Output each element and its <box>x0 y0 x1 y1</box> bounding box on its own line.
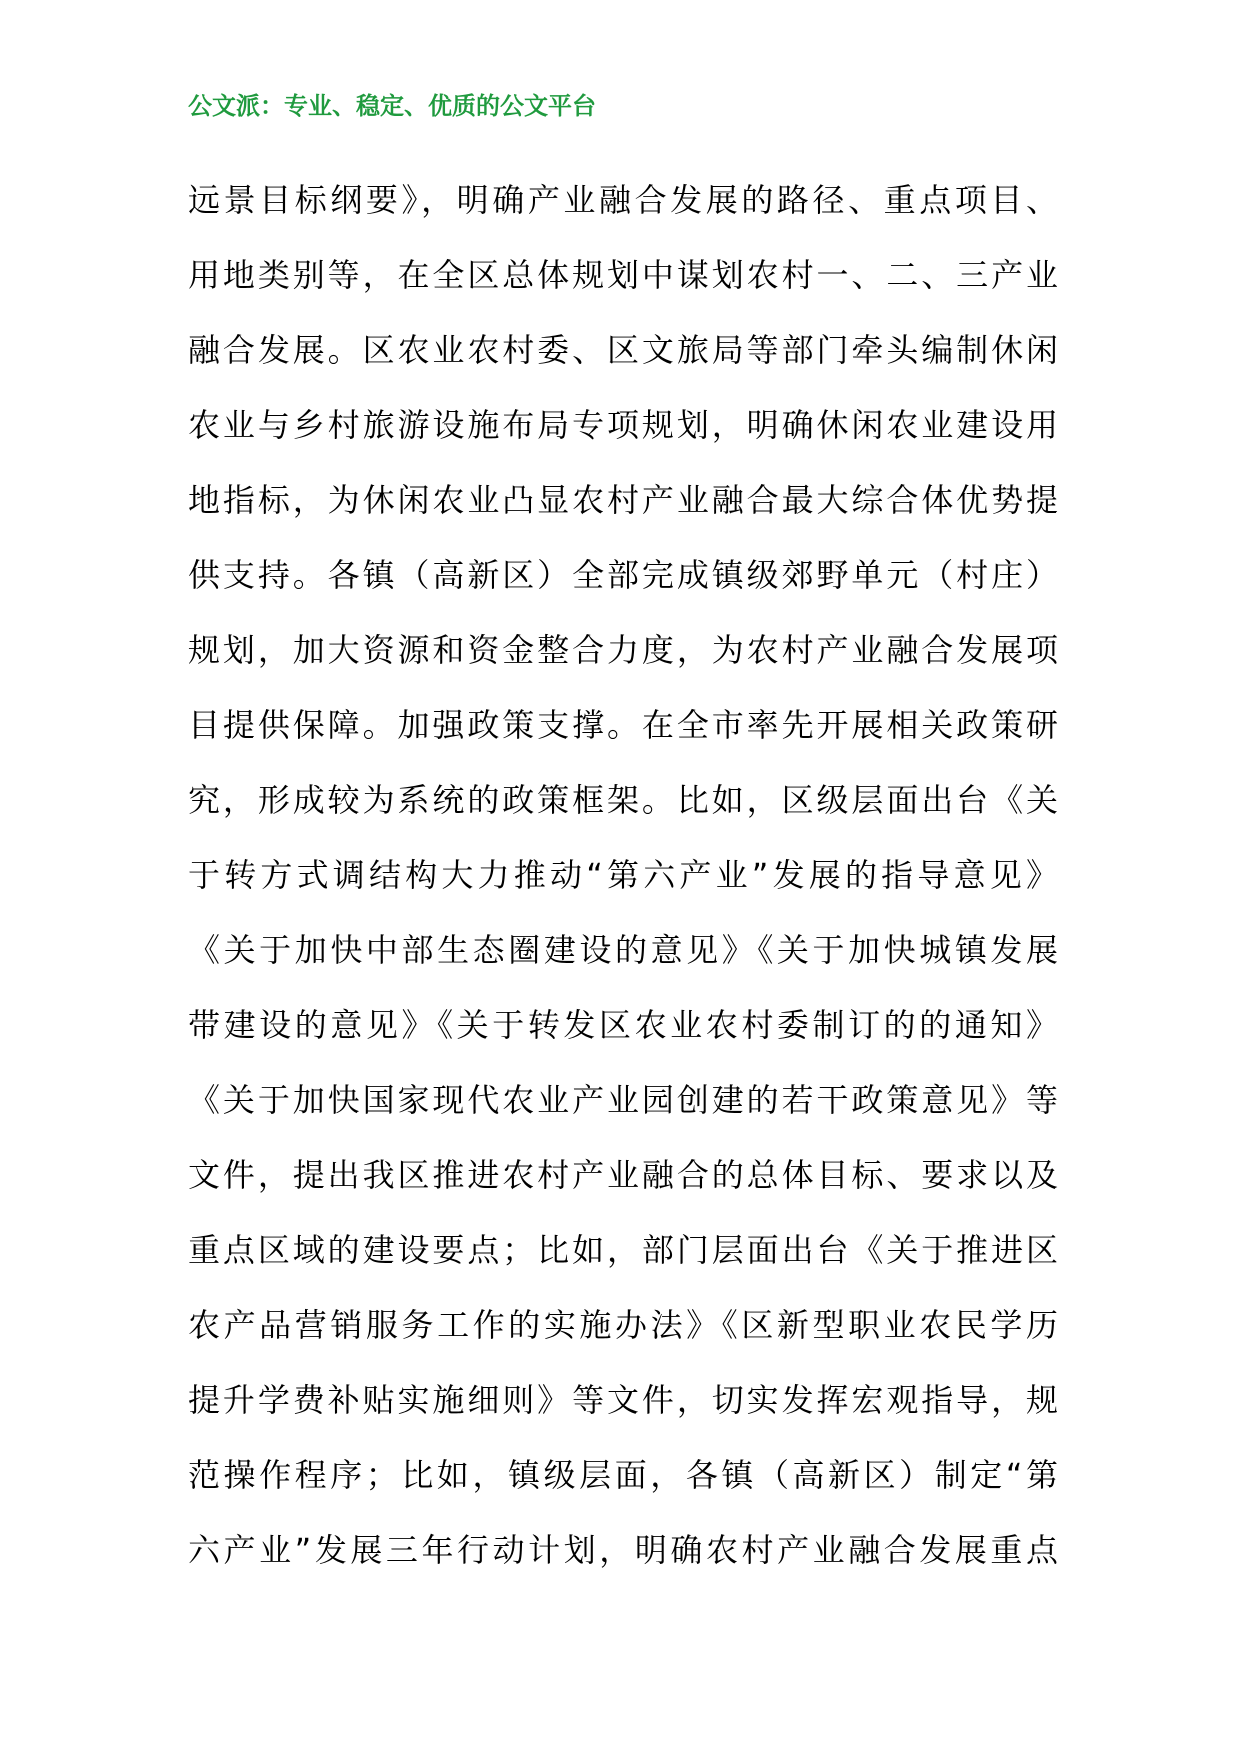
paragraph-line: 供支持。各镇（高新区）全部完成镇级郊野单元（村庄） <box>188 556 1058 594</box>
paragraph-line: 目提供保障。加强政策支撑。在全市率先开展相关政策研 <box>188 706 1058 744</box>
paragraph-line: 于转方式调结构大力推动“第六产业”发展的指导意见》 <box>188 856 1058 894</box>
paragraph-line: 远景目标纲要》，明确产业融合发展的路径、重点项目、 <box>188 181 1058 219</box>
paragraph-line: 融合发展。区农业农村委、区文旅局等部门牵头编制休闲 <box>188 331 1058 369</box>
paragraph-line: 提升学费补贴实施细则》等文件，切实发挥宏观指导，规 <box>188 1381 1058 1419</box>
paragraph-line: 《关于加快国家现代农业产业园创建的若干政策意见》等 <box>188 1081 1058 1119</box>
paragraph-line: 地指标，为休闲农业凸显农村产业融合最大综合体优势提 <box>188 481 1058 519</box>
paragraph-line: 范操作程序；比如，镇级层面，各镇（高新区）制定“第 <box>188 1456 1058 1494</box>
paragraph-line: 用地类别等，在全区总体规划中谋划农村一、二、三产业 <box>188 256 1058 294</box>
site-header-title: 公文派：专业、稳定、优质的公文平台 <box>188 92 596 120</box>
paragraph-line: 六产业”发展三年行动计划，明确农村产业融合发展重点 <box>188 1531 1058 1569</box>
paragraph-line: 带建设的意见》《关于转发区农业农村委制订的的通知》 <box>188 1006 1058 1044</box>
paragraph-line: 农业与乡村旅游设施布局专项规划，明确休闲农业建设用 <box>188 406 1058 444</box>
paragraph-line: 究，形成较为系统的政策框架。比如，区级层面出台《关 <box>188 781 1058 819</box>
paragraph-line: 《关于加快中部生态圈建设的意见》《关于加快城镇发展 <box>188 931 1058 969</box>
paragraph-line: 重点区域的建设要点；比如，部门层面出台《关于推进区 <box>188 1231 1058 1269</box>
paragraph-line: 规划，加大资源和资金整合力度，为农村产业融合发展项 <box>188 631 1058 669</box>
paragraph-line: 文件，提出我区推进农村产业融合的总体目标、要求以及 <box>188 1156 1058 1194</box>
document-body <box>188 163 1058 1588</box>
paragraph-line: 农产品营销服务工作的实施办法》《区新型职业农民学历 <box>188 1306 1058 1344</box>
